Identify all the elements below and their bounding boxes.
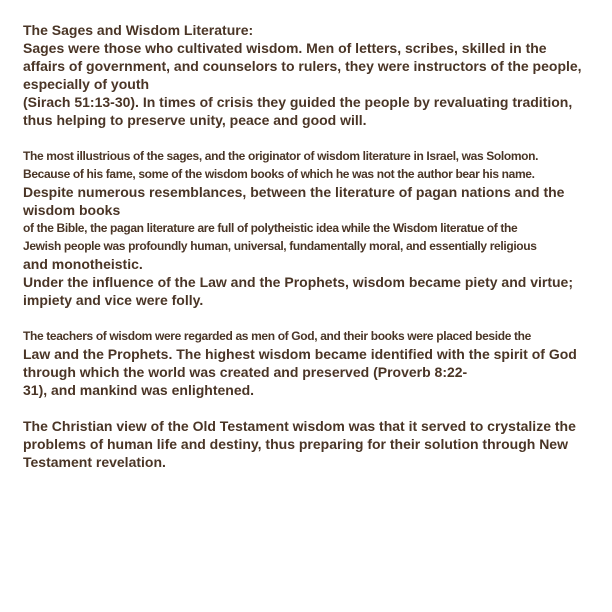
- text-line: thus helping to preserve unity, peace and good will.: [23, 112, 367, 128]
- text-line: Because of his fame, some of the wisdom books of which he was not the author bear his name.: [23, 167, 535, 181]
- text-line: through which the world was created and preserved (Proverb 8:22-: [23, 364, 468, 380]
- paragraph-teachers: [23, 327, 589, 399]
- text-line: (Sirach 51:13-30). In times of crisis they guided the people by revaluating tradition,: [23, 94, 573, 110]
- document-title: The Sages and Wisdom Literature:: [23, 22, 254, 38]
- text-line: affairs of government, and counselors to rulers, they were instructors of the people,: [23, 58, 582, 74]
- paragraph-spacer: [23, 129, 589, 147]
- text-line: 31), and mankind was enlightened.: [23, 382, 255, 398]
- text-line: Law and the Prophets. The highest wisdom became identified with the spirit of God: [23, 346, 577, 362]
- text-line: and monotheistic.: [23, 256, 143, 272]
- document-page: [23, 21, 589, 471]
- text-line: problems of human life and destiny, thus preparing for their solution through New: [23, 436, 568, 452]
- text-line: Under the influence of the Law and the Prophets, wisdom became piety and virtue;: [23, 274, 573, 290]
- text-line: especially of youth: [23, 76, 150, 92]
- text-line: The most illustrious of the sages, and the originator of wisdom literature in Israel, was Solomon.: [23, 149, 539, 163]
- paragraph-spacer: [23, 399, 589, 417]
- text-line: wisdom books: [23, 202, 121, 218]
- text-line: impiety and vice were folly.: [23, 292, 204, 308]
- text-line: The teachers of wisdom were regarded as men of God, and their books were placed beside the: [23, 329, 531, 343]
- text-line: of the Bible, the pagan literature are full of polytheistic idea while the Wisdom literatue of the: [23, 221, 518, 235]
- text-line: Despite numerous resemblances, between the literature of pagan nations and the: [23, 184, 565, 200]
- paragraph-solomon: [23, 147, 589, 309]
- text-line: Sages were those who cultivated wisdom. Men of letters, scribes, skilled in the: [23, 40, 547, 56]
- paragraph-sages-intro: [23, 39, 589, 129]
- text-line: Jewish people was profoundly human, universal, fundamentally moral, and essentially religious: [23, 239, 537, 253]
- paragraph-christian-view: [23, 417, 589, 471]
- text-line: Testament revelation.: [23, 454, 166, 470]
- paragraph-spacer: [23, 309, 589, 327]
- text-line: The Christian view of the Old Testament wisdom was that it served to crystalize the: [23, 418, 576, 434]
